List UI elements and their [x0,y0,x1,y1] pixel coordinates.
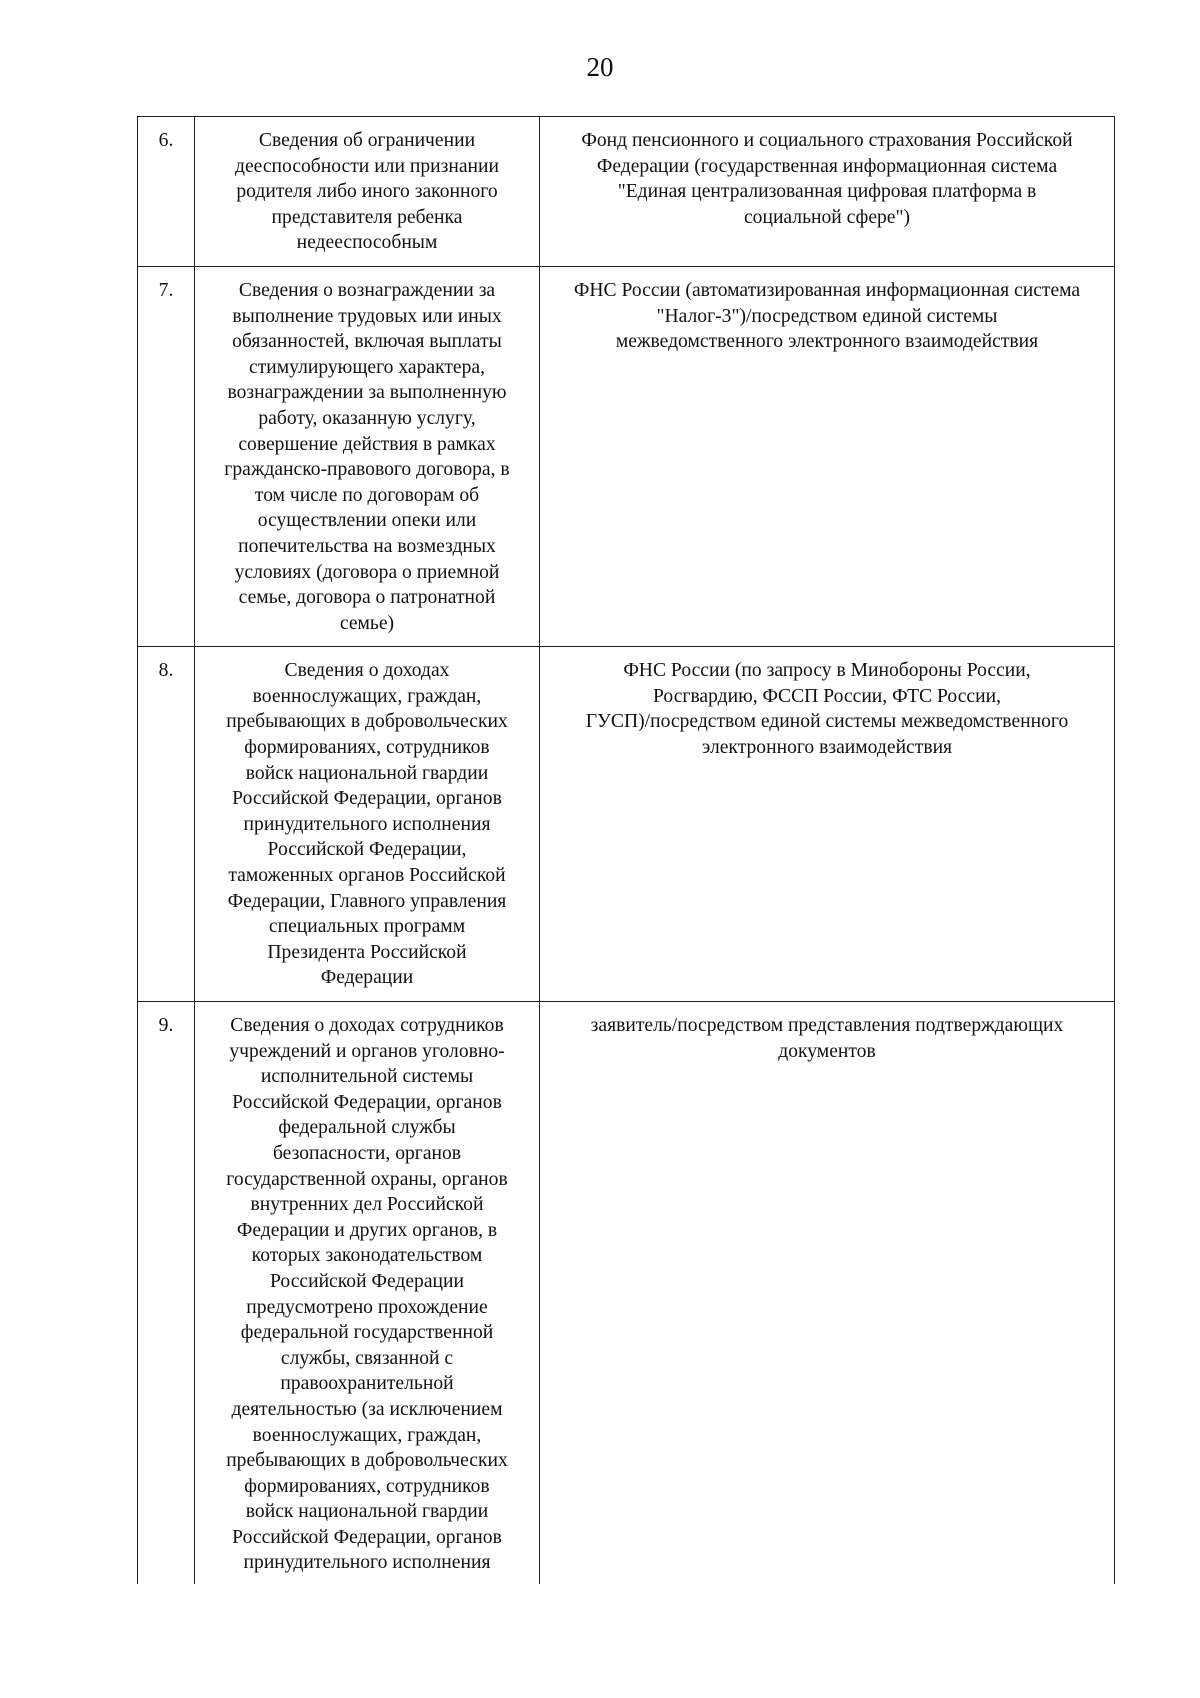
row-source: Фонд пенсионного и социального страхования Российской Федерации (государственная информационная система "Единая централизованная цифровая платформа в социальной сфере") [540,117,1115,267]
documents-table [137,116,1115,1584]
row-number: 7. [138,266,195,646]
row-description: Сведения о доходах сотрудников учреждений и органов уголовно- исполнительной системы Российской Федерации, органов федеральной службы безопасности, органов государственной охраны, органов внутренних дел Российской Федерации и других органов, в которых законодательством Российской Федерации предусмотрено прохождение федеральной государственной службы, связанной с правоохранительной деятельностью (за исключением военнослужащих, граждан, пребывающих в добровольческих формированиях, сотрудников войск национальной гвардии Российской Федерации, органов принудительного исполнения [195,1002,540,1585]
row-description: Сведения об ограничении дееспособности или признании родителя либо иного законного представителя ребенка недееспособным [195,117,540,267]
row-number: 8. [138,647,195,1002]
row-description: Сведения о вознаграждении за выполнение трудовых или иных обязанностей, включая выплаты стимулирующего характера, вознаграждении за выполненную работу, оказанную услугу, совершение действия в рамках гражданско-правового договора, в том числе по договорам об осуществлении опеки или попечительства на возмездных условиях (договора о приемной семье, договора о патронатной семье) [195,266,540,646]
row-source: заявитель/посредством представления подтверждающих документов [540,1002,1115,1585]
row-number: 6. [138,117,195,267]
page-number: 20 [586,52,614,82]
table-row [138,117,1115,267]
table-row [138,647,1115,1002]
row-source: ФНС России (по запросу в Минобороны России, Росгвардию, ФССП России, ФТС России, ГУСП)/посредством единой системы межведомственного электронного взаимодействия [540,647,1115,1002]
table-row [138,1002,1115,1585]
row-description: Сведения о доходах военнослужащих, граждан, пребывающих в добровольческих формированиях, сотрудников войск национальной гвардии Российской Федерации, органов принудительного исполнения Российской Федерации, таможенных органов Российской Федерации, Главного управления специальных программ Президента Российской Федерации [195,647,540,1002]
table-row [138,266,1115,646]
row-source: ФНС России (автоматизированная информационная система "Налог-3")/посредством единой системы межведомственного электронного взаимодействия [540,266,1115,646]
row-number: 9. [138,1002,195,1585]
